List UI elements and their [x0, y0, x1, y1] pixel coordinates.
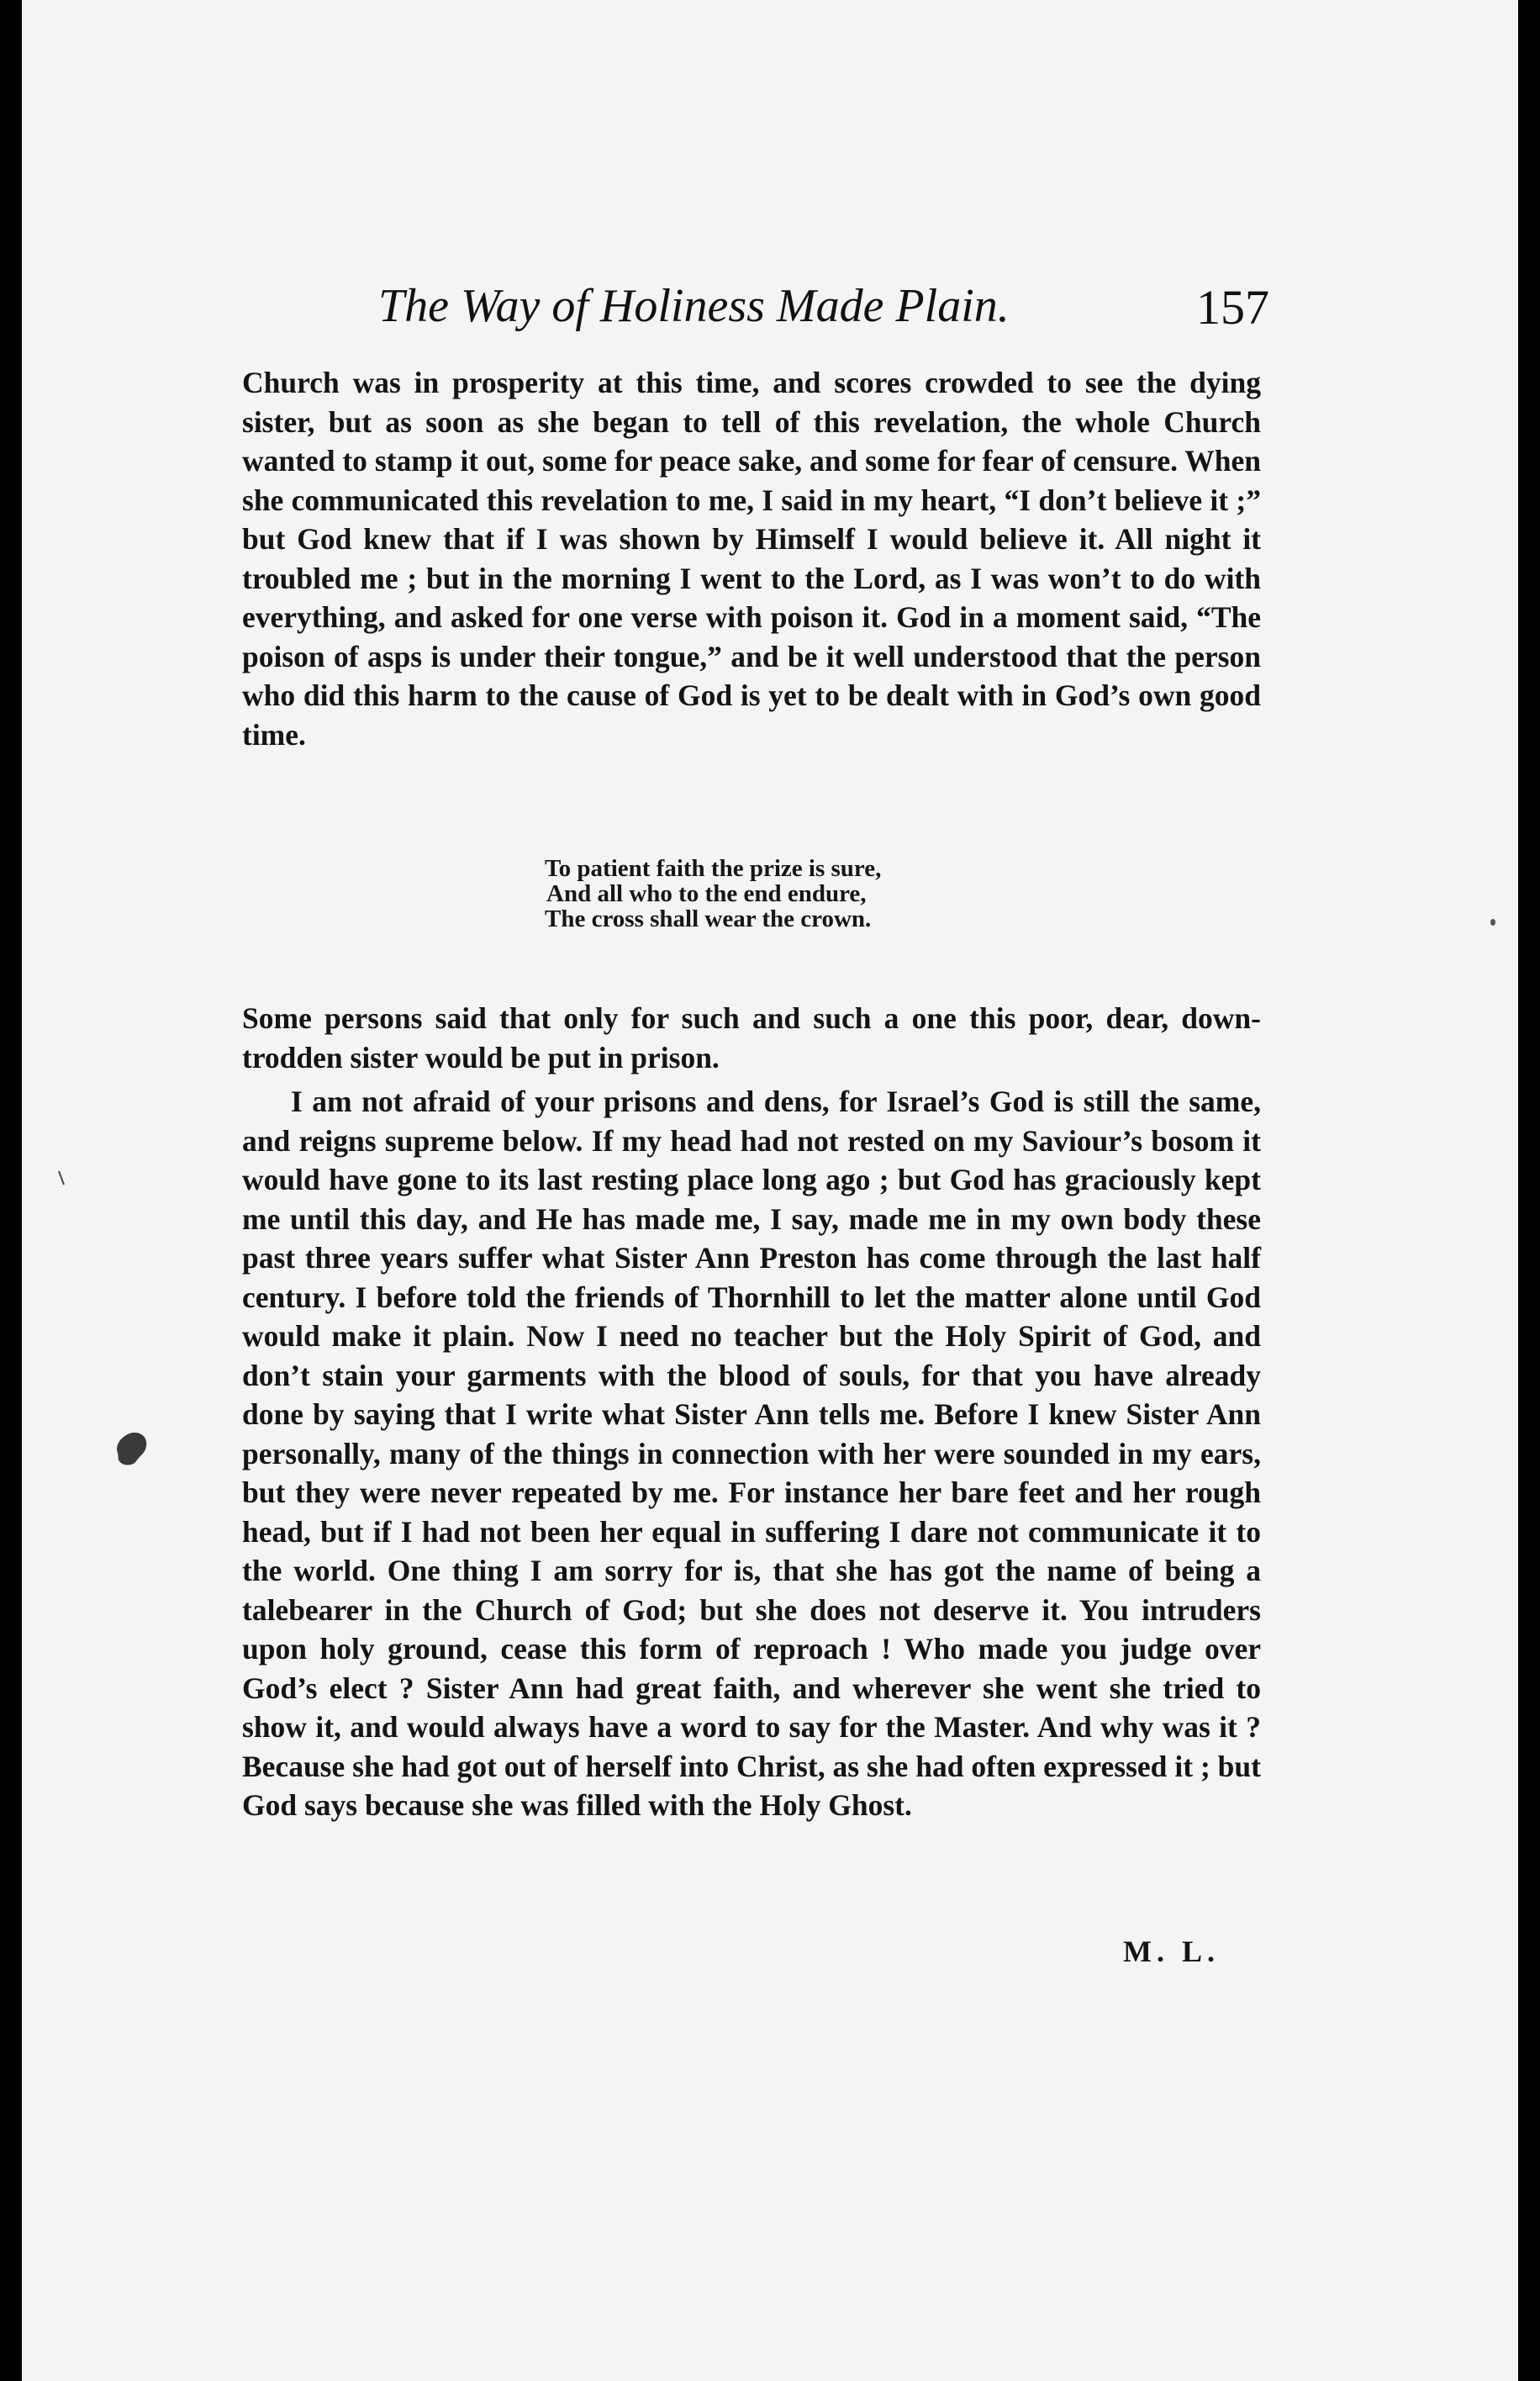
scan-border-right [1518, 0, 1540, 2381]
paragraph-text: Some persons said that only for such and such a one this poor, dear, down-trodden sister would be put in prison. [242, 1001, 1261, 1074]
paragraph-text: Church was in prosperity at this time, and scores crowded to see the dying sister, but as soon as she began to tell of this revelation, the whole Church wanted to stamp it out, some for peace sake, and some for fear of censure. When she communicated this revelation to me, I said in my heart, “I don’t believe it ;” but God knew that if I was shown by Himself I would believe it. All night it troubled me ; but in the morning I went to the Lord, as I was won’t to do with everything, and asked for one verse with poison it. God in a moment said, “The poison of asps is under their tongue,” and be it well understood that the person who did this harm to the cause of God is yet to be dealt with in God’s own good time. [242, 366, 1261, 752]
verse-block [545, 856, 881, 932]
paragraph-church-prosperity [242, 363, 1261, 754]
page-header [378, 279, 1269, 346]
page-number: 157 [1196, 280, 1269, 335]
paragraph-text: I am not afraid of your prisons and dens, for Israel’s God is still the same, and reigns supreme below. If my head had not rested on my Saviour’s bosom it would have gone to its last resting place long ago ; but God has graciously kept me until this day, and He has made me, I say, made me in my own body these past three years suffer what Sister Ann Preston has come through the last half century. I before told the friends of Thornhill to let the matter alone until God would make it plain. Now I need no teacher but the Holy Spirit of God, and don’t stain your garments with the blood of souls, for that you have already done by saying that I write what Sister Ann tells me. Before I knew Sister Ann personally, many of the things in connection with her were sounded in my ears, but they were never repeated by me. For instance her bare feet and her rough head, but if I had not been her equal in suffering I dare not communicate it to the world. One thing I am sorry for is, that she has got the name of being a talebearer in the Church of God; but she does not deserve it. You intruders upon holy ground, cease this form of reproach ! Who made you judge over God’s elect ? Sister Ann had great faith, and wherever she went she tried to show it, and would always have a word to say for the Master. And why was it ? Because she had got out of herself into Christ, as she had often expressed it ; but God says because she was filled with the Holy Ghost. [242, 1085, 1261, 1822]
verse-line: To patient faith the prize is sure, [545, 855, 882, 882]
page-tick-mark [57, 1170, 66, 1185]
author-signature: M. L. [1123, 1935, 1220, 1968]
paragraph-some-persons [242, 999, 1261, 1077]
verse-line: And all who to the end endure, [546, 880, 867, 907]
scan-border-left [0, 0, 22, 2381]
page-speck-mark [1490, 918, 1496, 927]
running-title: The Way of Holiness Made Plain. [378, 280, 1010, 332]
ink-blot-mark [111, 1428, 153, 1470]
book-page [22, 0, 1518, 2381]
verse-line: The cross shall wear the crown. [545, 905, 872, 932]
paragraph-prisons-and-dens [242, 1082, 1261, 1825]
